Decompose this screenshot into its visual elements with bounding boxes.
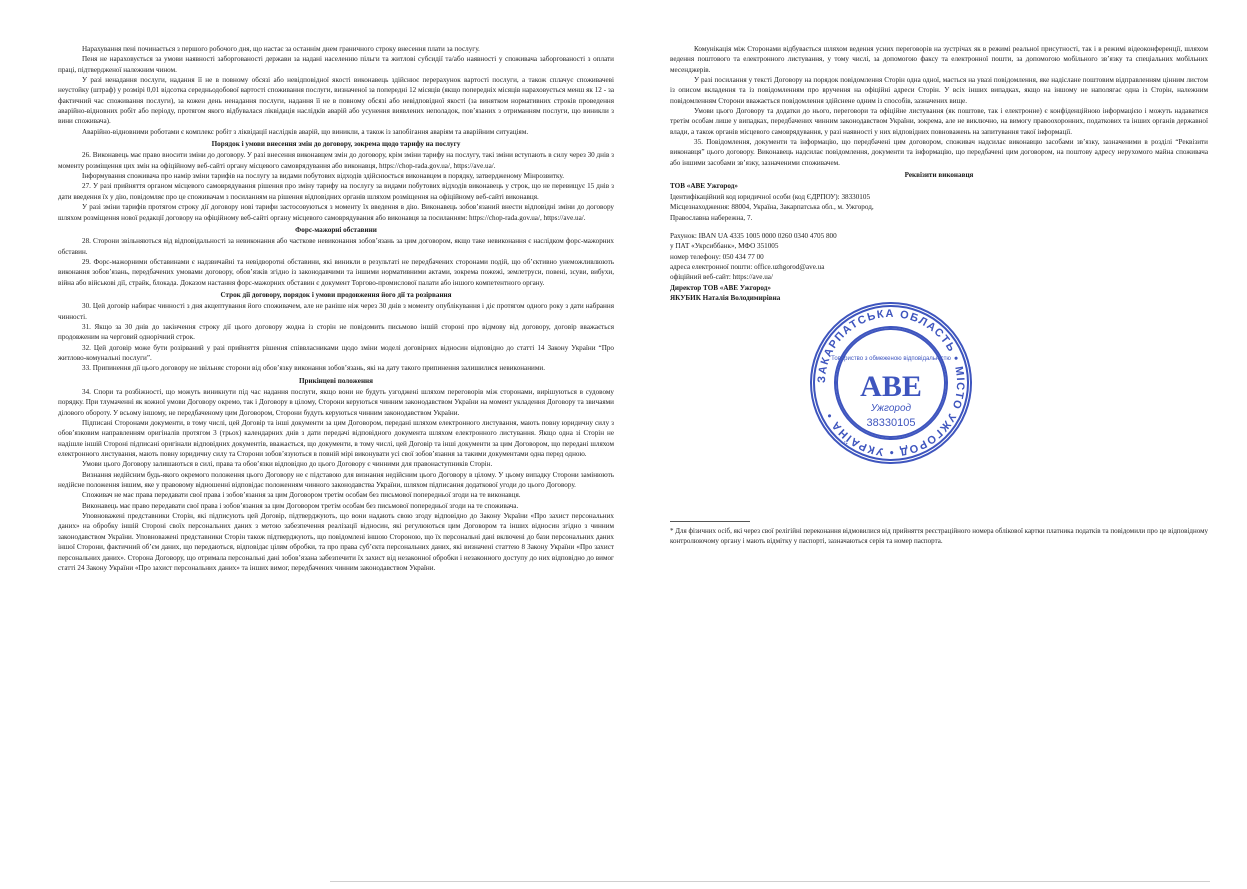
requisites-bank: у ПАТ «Укрсиббанк», МФО 351005 [670,242,779,251]
requisites-email: адреса електронної пошти: office.uzhgorod@ave.ua [670,262,825,271]
paragraph: 33. Припинення дії цього договору не звільняє сторони від обов’язку виконання зобов’язань, які на дату такого припинення залишилися невиконаними. [82,364,545,373]
paragraph: Аварійно-відновними роботами є комплекс робіт з ліквідації наслідків аварій, що виникли, а також із запобігання аваріям та аварійним ситуаціям. [82,127,529,136]
requisites-account: Рахунок: IBAN UA 4335 1005 0000 0260 0340 4705 800 [670,231,837,240]
page-bottom-rule [330,881,1210,882]
section-heading: Реквізити виконавця [904,171,974,180]
requisites-company: ТОВ «АВЕ Ужгород» [670,182,738,191]
paragraph: Інформування споживача про намір зміни тарифів на послугу за видами побутових відходів здійснюється виконавцем в порядку, затвердженому Мінрозвитку. [82,172,565,181]
section-heading: Порядок і умови внесення змін до договору, зокрема щодо тарифу на послугу [211,140,461,149]
stamp-inner-text: Товариство з обмеженою відповідальністю [831,356,951,362]
requisites-site: офіційний веб-сайт: https://ave.ua/ [670,273,773,282]
paragraph: У разі ненадання послуги, надання її не в повному обсязі або невідповідної якості виконавець здійснює перерахунок вартості послуги, а також сплачує споживачеві неустойку (штраф) у розмірі 0,01 відсотка середньодобової вартості споживання послуги, визначеної за попередні 12 місяців (якщо попередніх місяців нараховується менш як 12 - за фактичний час споживання послуги), за кожен день ненадання послуги, надання її не в повному обсязі або невідповідної якості (за винятком нормативних строків проведення аварійно-відновних робіт або періоду, протягом якого відбувалася ліквідація наслідків аварій або усунення виявлених неполадок, пов’язаних з отриманням послуги, що виникли з вини споживача). [58,76,614,126]
requisites-block [670,181,1208,303]
paragraph: 35. Повідомлення, документи та інформацію, що передбачені цим договором, споживач надсилає виконавцю засобами зв’язку, зазначеними в розділі “Реквізити виконавця” цього договору. Виконавець надсилає повідомлення, документи та інформацію, що передбачені цим договором, на поштову адресу нерухомого майна споживача або іншими засобами зв’язку, зазначеними споживачем. [670,138,1208,167]
requisites-location: Місцезнаходження: 88004, Україна, Закарпатська обл., м. Ужгород, [670,203,874,212]
paragraph: Споживач не має права передавати свої права і зобов’язання за цим Договором третім особам без письмової попередньої згоди на те виконавця. [82,491,521,500]
paragraph: Уповноважені представники Сторін, які підписують цей Договір, підтверджують, що вони надають свою згоду відповідно до Закону України «Про захист персональних даних» на обробку іншій Стороні своїх персональних даних з метою забезпечення реалізації відносин, які регулюються цим Договором та інших відносин згідно з чинним законодавством України. Уповноважені представники Сторін також підтверджують, що повідомлені іншою Стороною, що їх персональні дані включені до бази персональних даних іншої Сторони, фактичний об’єм даних, що передаються, відповідає цілям обробки, та про права суб’єкта персональних даних, які визначені статтею 8 Закону України «Про захист персональних даних». Сторона Договору, що отримала персональні дані зобов’язана забезпечити їх захист від незаконної обробки і незаконного доступу до них відповідно до вимог статті 24 Закону України «Про захист персональних даних» та інших вимог, передбачених чинним законодавством України. [58,512,614,572]
paragraph: Визнання недійсним будь-якого окремого положення цього Договору не є підставою для визнання недійсним цього Договору в цілому. У цьому випадку Сторони замінюють недійсне положення іншим, яке у правовому відношенні відповідає положенням чинного законодавства України, шляхом підписання додаткової угоди до цього Договору. [58,470,614,490]
section-heading: Строк дії договору, порядок і умови продовження його дії та розірвання [220,290,452,299]
paragraph: 27. У разі прийняття органом місцевого самоврядування рішення про зміну тарифу на послугу за видами побутових відходів виконавець у строк, що не перевищує 15 днів з дати введення їх у дію, повідомляє про це споживачам з посиланням на рішення відповідних органів шляхом розміщення на офіційному веб-сайті виконавця. [58,182,614,201]
stamp-title: АВЕ [860,370,922,403]
footnote: * Для фізичних осіб, які через свої релігійні переконання відмовилися від прийняття реєстраційного номера облікової картки платника податків та повідомили про це відповідному контролюючому органу і мають відмітку у паспорті, зазначаються серія та номер паспорта. [670,527,1208,546]
paragraph: 32. Цей договір може бути розірваний у разі прийняття рішення співвласниками щодо зміни моделі договірних відносин відповідно до статті 14 Закону України “Про житлово-комунальні послуги”. [58,343,614,362]
paragraph: Комунікація між Сторонами відбувається шляхом ведення усних переговорів на зустрічах як в режимі реальної присутності, так і в режимі відеоконференції, шляхом ведення поштового та електронного листування, у тому числі, за допомогою факсу та електронної пошти, за допомогою мобільного зв’язку та спеціальних мобільних месенджерів. [670,45,1208,74]
paragraph: Виконавець має право передавати свої права і зобов’язання за цим Договором третім особам без письмової попередньої згоди на те споживача. [82,501,519,510]
paragraph: Підписані Сторонами документи, в тому числі, цей Договір та інші документи за цим Договором, передані шляхом електронного листування, мають повну юридичну силу з обов’язковим направленням оригіналів протягом 3 (трьох) календарних днів з дати передачі відповідного документа шляхом електронного листування. Якщо одна зі Сторін не надішле іншій Стороні підписані оригінали відповідних документів, вважається, що документи, в тому числі, цей Договір та інші документи за цим Договором, що передані шляхом електронного листування, мають повну юридичну силу та Сторони зобов’язуються в повній мірі виконувати усі свої зобов’язання за такими документами одна перед одною. [58,419,614,459]
right-paragraphs [670,44,1208,180]
section-heading: Форс-мажорні обставини [295,225,377,234]
paragraph: 28. Сторони звільняються від відповідальності за невиконання або часткове невиконання зобов’язань за цим договором, якщо таке невиконання є наслідком форс-мажорних обставин. [58,237,614,256]
stamp-city: Ужгород [870,403,912,414]
company-stamp-icon [806,298,976,468]
requisites-phone: номер телефону: 050 434 77 00 [670,252,764,261]
paragraph: Пеня не нараховується за умови наявності заборгованості держави за надані населенню пільги та житлові субсидії та/або наявності у споживача заборгованості з оплати праці, підтвердженої належним чином. [58,55,614,74]
stamp-ring-text: ЗАКАРПАТСЬКА ОБЛАСТЬ • МІСТО УЖГОРОД • УКРАЇНА • [815,307,967,459]
paragraph: 30. Цей договір набирає чинності з дня акцептування його споживачем, але не раніше ніж через 30 днів з моменту опублікування і діє протягом одного року з дати набрання чинності. [58,302,614,321]
footnote-divider [670,521,750,522]
paragraph: Умови цього Договору залишаються в силі, права та обов’язки відповідно до цього Договору є чинними для правонаступників Сторін. [82,460,493,469]
paragraph: 29. Форс-мажорними обставинами є надзвичайні та невідворотні обставини, які виникли в результаті не передбачених сторонами подій, що об’єктивно унеможливлюють виконання зобов’язань, передбачених умовами договору, обов’язків згідно із законодавчими та іншими нормативними актами, зокрема пожежі, землетруси, повені, зсуви, вибухи, війна або військові дії, страйк, блокада. Доказом настання форс-мажорних обставин є документ Торгово-промислової палати або іншого компетентного органу. [58,257,614,287]
paragraph: Умови цього Договору та додатки до нього, переговори та офіційне листування (як поштове, так і електронне) є конфіденційною інформацією і можуть надаватися третім особам лише у випадках, передбачених чинним законодавством України, зокрема, але не виключно, на вимогу правоохоронних, податкових та інших органів державної влади, а також органів місцевого самоврядування, у разі наявності у них відповідних повноважень на запитування такої інформації. [670,107,1208,136]
right-column [670,44,1208,546]
requisites-director: Директор ТОВ «АВЕ Ужгород» [670,283,771,292]
paragraph: У разі посилання у тексті Договору на порядок повідомлення Сторін одна одної, мається на увазі повідомлення, яке надіслане поштовим відправленням цінним листом із описом вкладення та із повідомленням про вручення на офіційні адреси Сторін. У всіх інших випадках, якщо на іншому не наполягає одна із Сторін, належним повідомленням Сторони вважається повідомлення здійснене одним із способів, зазначених вище. [670,76,1208,105]
paragraph: 31. Якщо за 30 днів до закінчення строку дії цього договору жодна із сторін не повідомить письмово іншій стороні про відмову від договору, договір вважається продовженим на черговий однорічний строк. [58,322,614,342]
paragraph: 26. Виконавець має право вносити зміни до договору. У разі внесення виконавцем змін до договору, крім зміни тарифу на послугу, такі зміни вступають в силу через 30 днів з моменту розміщення цих змін на офіційному веб-сайті органу місцевого самоврядування або виконавця, https://chop-rada.gov.ua/, https://ave.ua/. [58,151,614,170]
left-column [58,44,614,573]
requisites-edrpou: Ідентифікаційний код юридичної особи (код ЄДРПОУ): 38330105 [670,192,871,201]
requisites-director-name: ЯКУБИК Наталія Володимирівна [670,293,781,302]
paragraph: Нарахування пені починається з першого робочого дня, що настає за останнім днем граничного строку внесення плати за послугу. [82,45,480,53]
section-heading: Прикінцеві положення [298,376,374,385]
stamp-code: 38330105 [866,417,916,429]
paragraph: У разі зміни тарифів протягом строку дії договору нові тарифи застосовуються з моменту їх введення в дію. Виконавець зобов’язаний внести відповідні зміни до договору шляхом розміщення нової редакції договору на офіційному веб-сайті органу місцевого самоврядування або виконавця за посиланням: https://chop-rada.gov.ua/, https://ave.ua/. [58,203,614,222]
requisites-location-cont: Православна набережна, 7. [670,213,753,222]
paragraph: 34. Спори та розбіжності, що можуть виникнути під час надання послуги, якщо вони не будуть узгоджені шляхом переговорів між сторонами, вирішуються в судовому порядку. При тлумаченні як кожної умови Договору окремо, так і Договору в цілому, Сторони керуються чинним законодавством України на момент укладення Договору та звичаями ділового обороту. У всьому іншому, не передбаченому цим Договором, Сторони будуть керуються чинним законодавством України. [58,388,614,417]
